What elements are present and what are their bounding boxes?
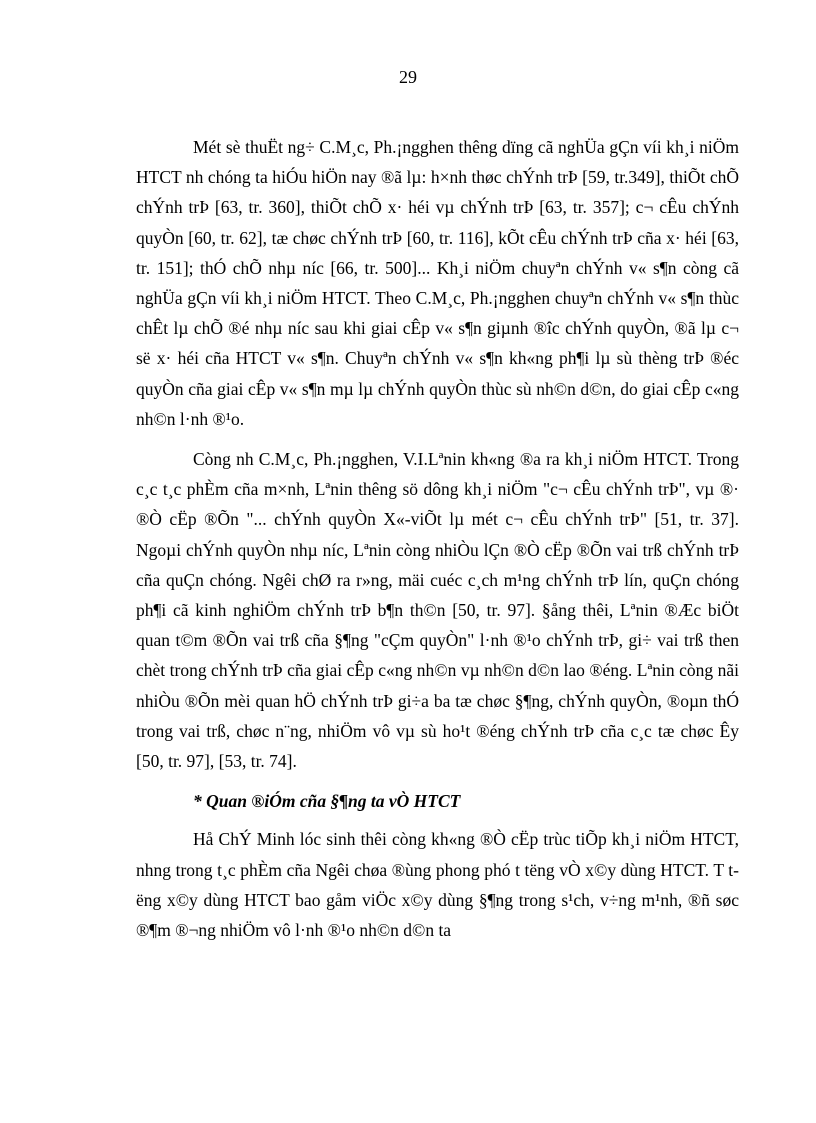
paragraph-1: Mét sè thuËt ng÷ C.M¸c, Ph.¡ngghen thêng dïng cã nghÜa gÇn víi kh¸i niÖm HTCT nh chóng ta hiÓu hiÖn nay ®ã lµ: h×nh thøc chÝnh trÞ [59, tr.349], thiÕt chÕ chÝnh trÞ [63, tr. 360], thiÕt chÕ x· héi vµ chÝnh trÞ [63, tr. 357]; c¬ cÊu chÝnh quyÒn [60, tr. 62], tæ chøc chÝnh trÞ [60, tr. 116], kÕt cÊu chÝnh trÞ cña x· héi [63, tr. 151]; thÓ chÕ nhµ níc [66, tr. 500]... Kh¸i niÖm chuyªn chÝnh v« s¶n còng cã nghÜa gÇn víi kh¸i niÖm HTCT. Theo C.M¸c, Ph.¡ngghen chuyªn chÝnh v« s¶n thùc chÊt lµ chÕ ®é nhµ níc sau khi giai cÊp v« s¶n giµnh ®îc chÝnh quyÒn, ®ã lµ c¬ së x· héi cña HTCT v« s¶n. Chuyªn chÝnh v« s¶n kh«ng ph¶i lµ sù thèng trÞ ®éc quyÒn cña giai cÊp v« s¶n mµ lµ chÝnh quyÒn thùc sù nh©n d©n, do giai cÊp c«ng nh©n l·nh ®¹o. bbox=[136, 137, 739, 429]
document-body bbox=[136, 132, 739, 955]
page-number: 29 bbox=[399, 67, 417, 87]
paragraph-3: Hå ChÝ Minh lóc sinh thêi còng kh«ng ®Ò cËp trùc tiÕp kh¸i niÖm HTCT, nhng trong t¸c phÈm cña Ngêi chøa ®ùng phong phó t tëng vÒ x©y dùng HTCT. T tëng x©y dùng HTCT bao gåm viÖc x©y dùng §¶ng trong s¹ch, v÷ng m¹nh, ®ñ søc ®¶m ®¬ng nhiÖm vô l·nh ®¹o nh©n d©n ta bbox=[136, 829, 739, 941]
section-heading: * Quan ®iÓm cña §¶ng ta vÒ HTCT bbox=[193, 791, 461, 812]
paragraph-2: Còng nh C.M¸c, Ph.¡ngghen, V.I.Lªnin kh«ng ®a ra kh¸i niÖm HTCT. Trong c¸c t¸c phÈm cña m×nh, Lªnin thêng sö dông kh¸i niÖm "c¬ cÊu chÝnh trÞ", vµ ®· ®Ò cËp ®Õn "... chÝnh quyÒn X«-viÕt lµ mét c¬ cÊu chÝnh trÞ" [51, tr. 37]. Ngoµi chÝnh quyÒn nhµ níc, Lªnin còng nhiÒu lÇn ®Ò cËp ®Õn vai trß chÝnh trÞ cña quÇn chóng. Ngêi chØ ra r»ng, mäi cuéc c¸ch m¹ng chÝnh trÞ lín, quÇn chóng ph¶i cã kinh nghiÖm chÝnh trÞ b¶n th©n [50, tr. 97]. §ång thêi, Lªnin ®Æc biÖt quan t©m ®Õn vai trß cña §¶ng "cÇm quyÒn" l·nh ®¹o chÝnh trÞ, gi÷ vai trß then chèt trong chÝnh trÞ cña giai cÊp c«ng nh©n vµ nh©n d©n lao ®éng. Lªnin còng nãi nhiÒu ®Õn mèi quan hÖ chÝnh trÞ gi÷a ba tæ chøc §¶ng, chÝnh quyÒn, ®oµn thÓ trong vai trß, chøc n¨ng, nhiÖm vô vµ sù ho¹t ®éng chÝnh trÞ cña c¸c tæ chøc Êy [50, tr. 97], [53, tr. 74]. bbox=[136, 449, 739, 772]
